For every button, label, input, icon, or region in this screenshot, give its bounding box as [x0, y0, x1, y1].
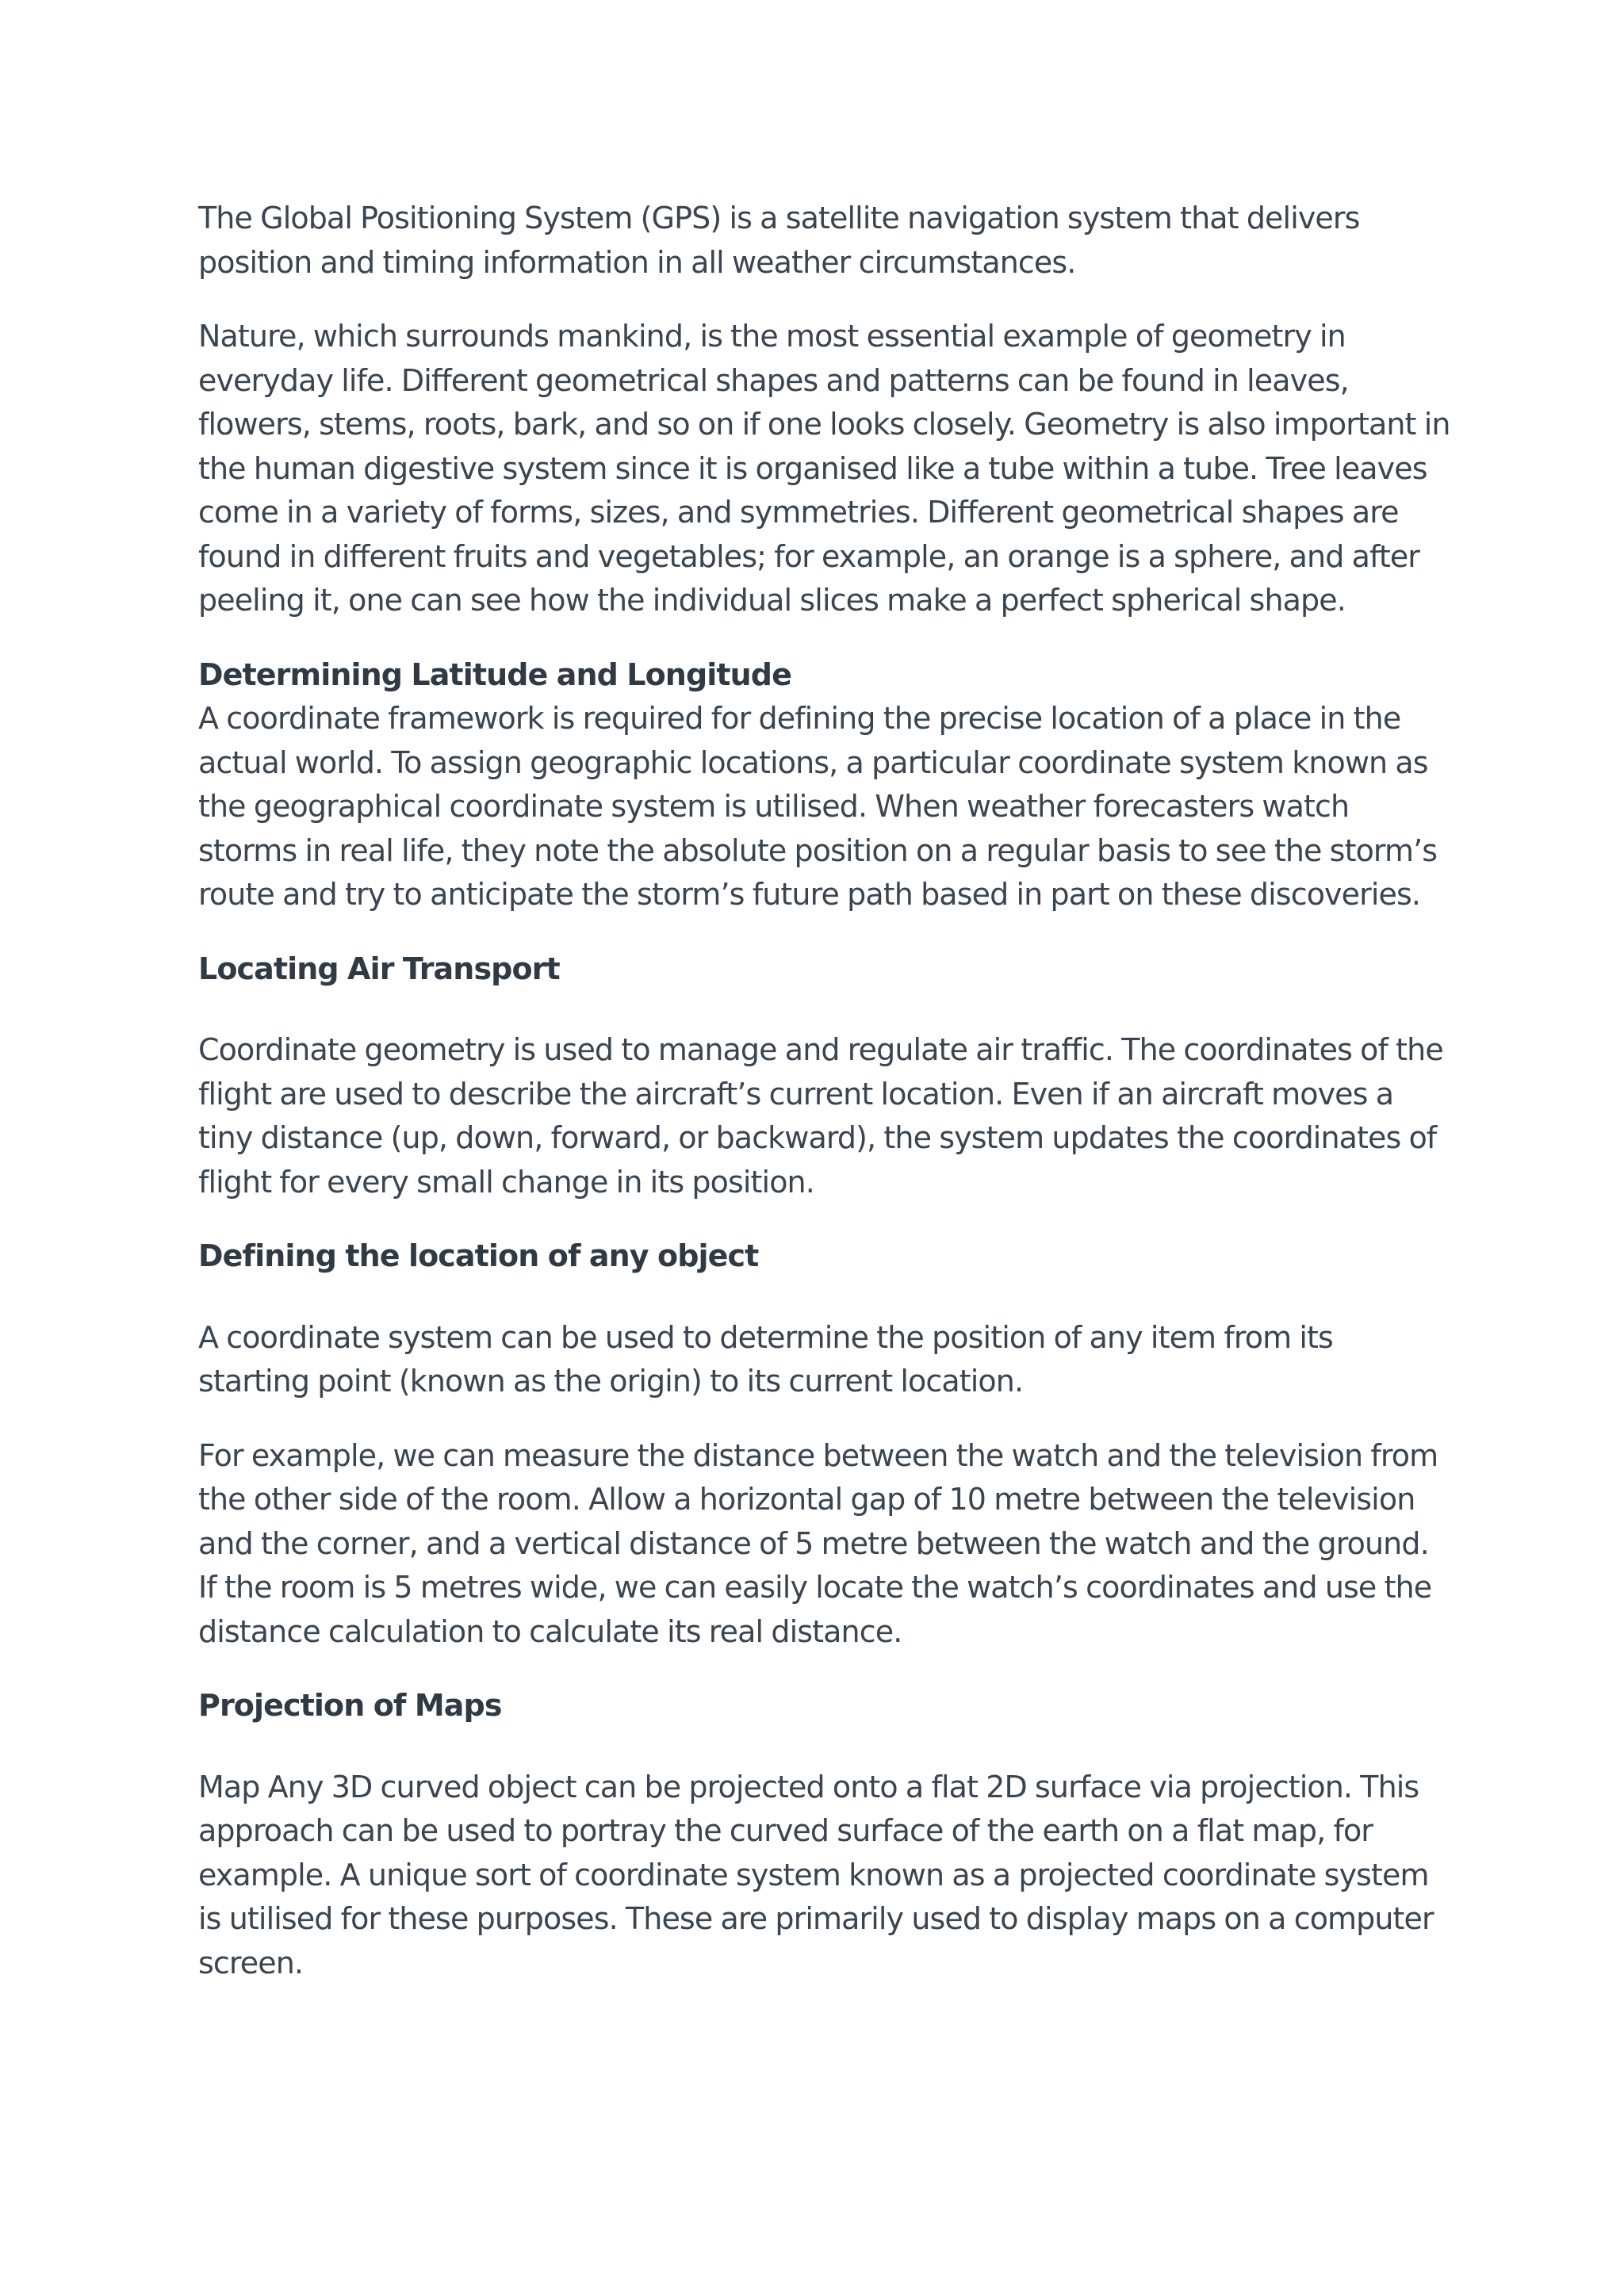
paragraph-nature-geometry: Nature, which surrounds mankind, is the most essential example of geometry in everyday life. Different geometrical shapes and patterns can be found in leaves, flowers, stems, roots, bark, and so on if one looks closely. Geometry is also important in the human digestive system since it is organised like a tube within a tube. Tree leaves come in a variety of forms, sizes, and symmetries. Different geometrical shapes are found in different fruits and vegetables; for example, an orange is a sphere, and after peeling it, one can see how the individual slices make a perfect spherical shape. [198, 319, 1450, 618]
heading-air-transport: Locating Air Transport [198, 951, 560, 986]
paragraph-latitude-longitude: A coordinate framework is required for defining the precise location of a place in the actual world. To assign geographic locations, a particular coordinate system known as the geographical coordinate system is utilised. When weather forecasters watch storms in real life, they note the absolute position on a regular basis to see the storm’s route and try to anticipate the storm’s future path based in part on these discoveries. [198, 701, 1438, 912]
heading-map-projection: Projection of Maps [198, 1688, 502, 1723]
paragraph-watch-example: For example, we can measure the distance between the watch and the television from the other side of the room. Allow a horizontal gap of 10 metre between the television and the corner, and a vertical distance of 5 metre between the watch and the ground. If the room is 5 metres wide, we can easily locate the watch’s coordinates and use the distance calculation to calculate its real distance. [198, 1437, 1438, 1649]
document-body [198, 197, 1451, 2015]
paragraph-map-projection: Map Any 3D curved object can be projected onto a flat 2D surface via projection. This approach can be used to portray the curved surface of the earth on a flat map, for example. A unique sort of coordinate system known as a projected coordinate system is utilised for these purposes. These are primarily used to display maps on a computer screen. [198, 1769, 1434, 1980]
heading-latitude-longitude: Determining Latitude and Longitude [198, 656, 791, 692]
heading-object-location: Defining the location of any object [198, 1238, 759, 1273]
paragraph-object-location: A coordinate system can be used to determine the position of any item from its starting point (known as the origin) to its current location. [198, 1319, 1333, 1399]
paragraph-gps-intro: The Global Positioning System (GPS) is a satellite navigation system that delivers position and timing information in all weather circumstances. [198, 201, 1360, 280]
paragraph-air-transport: Coordinate geometry is used to manage and regulate air traffic. The coordinates of the flight are used to describe the aircraft’s current location. Even if an aircraft moves a tiny distance (up, down, forward, or backward), the system updates the coordinates of flight for every small change in its position. [198, 1032, 1443, 1200]
